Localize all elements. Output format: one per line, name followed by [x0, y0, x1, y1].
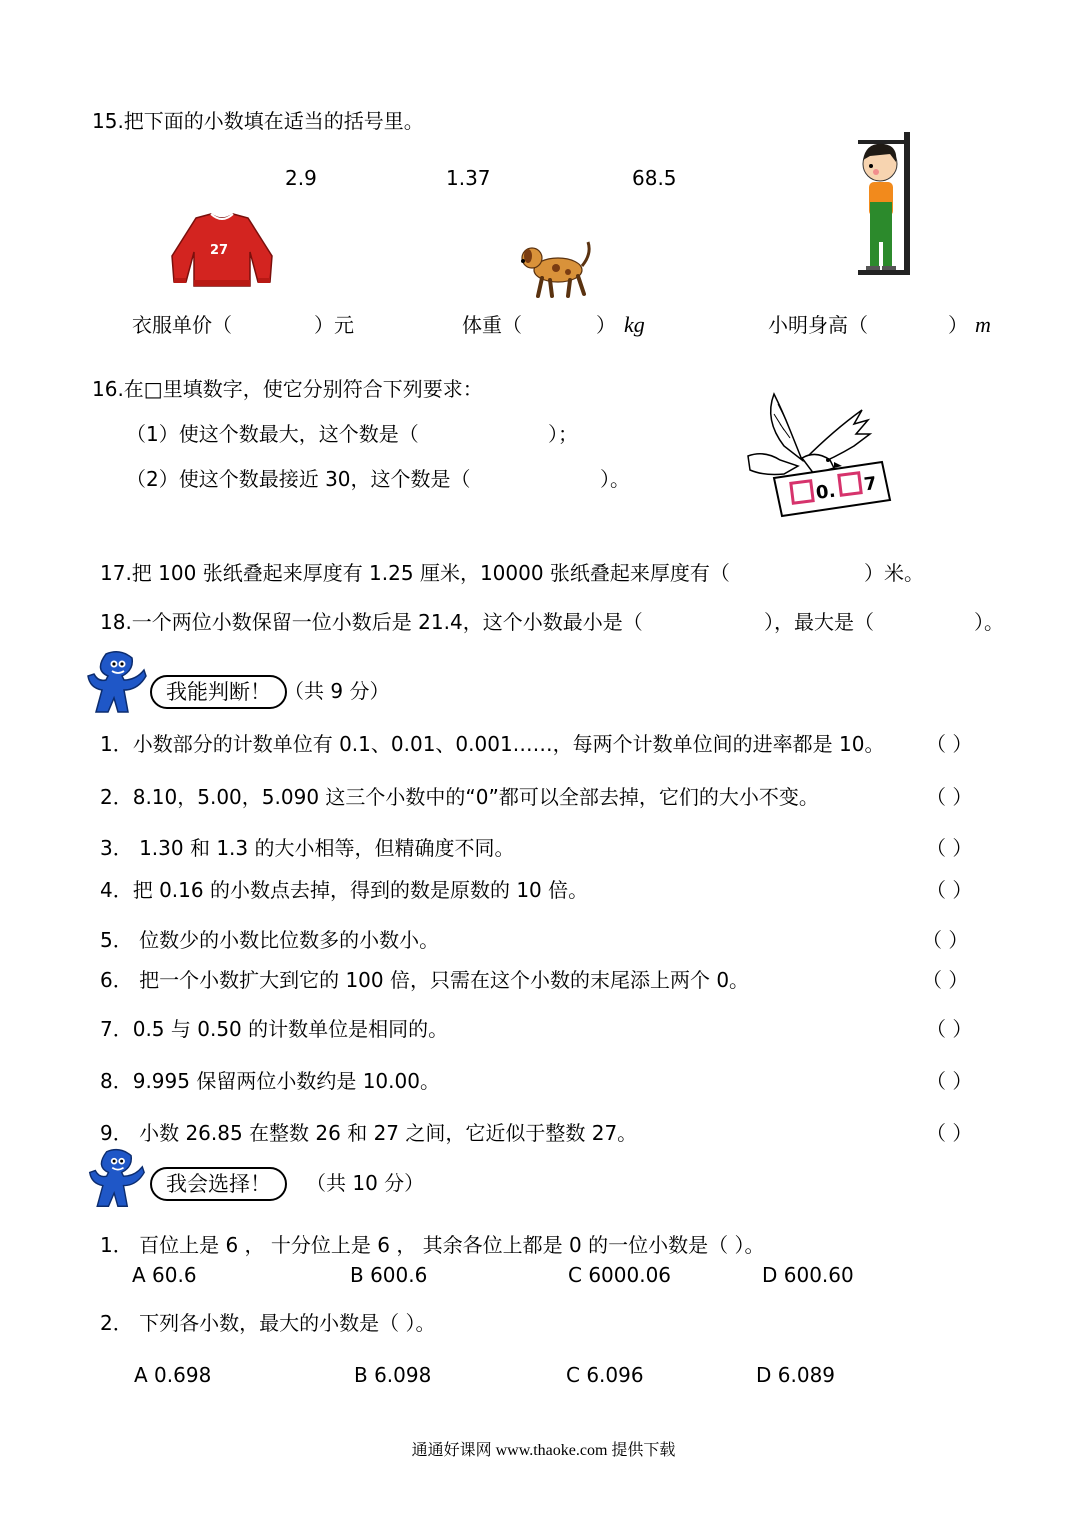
- q15-blank-height-close: ）: [948, 313, 968, 337]
- judge-paren-7[interactable]: （ ）: [926, 1017, 973, 1041]
- choose-q2: 2． 下列各小数，最大的小数是（ ）。: [100, 1311, 436, 1335]
- q17-close: ）米。: [864, 561, 924, 585]
- page-footer: 通通好课网 www.thaoke.com 提供下载: [411, 1442, 676, 1459]
- mascot-icon: [84, 650, 148, 716]
- choose-q2-option-d[interactable]: D 6.089: [756, 1363, 836, 1387]
- judge-paren-3[interactable]: （ ）: [926, 836, 973, 860]
- judge-item-7: 7．0.5 与 0.50 的计数单位是相同的。: [100, 1017, 449, 1041]
- choose-q1-option-d[interactable]: D 600.60: [762, 1263, 854, 1287]
- q15-blank-price-close: ）元: [314, 313, 354, 337]
- judge-paren-2[interactable]: （ ）: [926, 785, 973, 809]
- sweater-image: [166, 212, 278, 290]
- choose-q1-option-b[interactable]: B 600.6: [350, 1263, 428, 1287]
- judge-paren-9[interactable]: （ ）: [926, 1121, 973, 1145]
- q16-title: 16.在□里填数字，使它分别符合下列要求：: [92, 377, 483, 401]
- dog-image: [518, 238, 598, 300]
- q16-part-2: （2）使这个数最接近 30，这个数是（: [126, 467, 471, 491]
- q18-mid: ），最大是（: [764, 610, 874, 634]
- q15-number-2: 1.37: [446, 166, 491, 190]
- q15-unit-kg: kg: [624, 312, 645, 337]
- judge-paren-6[interactable]: （ ）: [922, 968, 969, 992]
- judge-paren-4[interactable]: （ ）: [926, 878, 973, 902]
- q15-blank-price-label: 衣服单价（: [132, 313, 232, 337]
- q16-part-1: （1）使这个数最大，这个数是（: [126, 422, 419, 446]
- q15-unit-m: m: [975, 312, 991, 337]
- q15-blank-height-label: 小明身高（: [768, 313, 868, 337]
- choose-score: （共 10 分）: [306, 1171, 425, 1195]
- choose-q2-option-a[interactable]: A 0.698: [134, 1363, 212, 1387]
- boy-height-image: [856, 130, 918, 276]
- q15-number-1: 2.9: [285, 166, 317, 190]
- judge-item-6: 6． 把一个小数扩大到它的 100 倍，只需在这个小数的末尾添上两个 0。: [100, 968, 750, 992]
- q16-part-1-close: ）；: [548, 422, 578, 446]
- judge-paren-8[interactable]: （ ）: [926, 1069, 973, 1093]
- sweater-number: 27: [210, 243, 229, 258]
- judge-heading: 我能判断！: [150, 675, 287, 709]
- choose-q2-option-b[interactable]: B 6.098: [354, 1363, 432, 1387]
- judge-item-2: 2．8.10，5.00，5.090 这三个小数中的“0”都可以全部去掉，它们的大小不变。: [100, 785, 819, 809]
- q15-title: 15.把下面的小数填在适当的括号里。: [92, 109, 424, 133]
- judge-item-9: 9． 小数 26.85 在整数 26 和 27 之间，它近似于整数 27。: [100, 1121, 638, 1145]
- judge-item-3: 3． 1.30 和 1.3 的大小相等，但精确度不同。: [100, 836, 515, 860]
- bird-card-text-1: 0.: [814, 480, 837, 504]
- choose-q1: 1． 百位上是 6 ， 十分位上是 6 ， 其余各位上都是 0 的一位小数是（ ）。: [100, 1233, 765, 1257]
- choose-heading: 我会选择！: [150, 1167, 287, 1201]
- judge-item-4: 4．把 0.16 的小数点去掉，得到的数是原数的 10 倍。: [100, 878, 589, 902]
- q15-blank-weight-label: 体重（: [462, 313, 522, 337]
- bird-card-image: [744, 390, 894, 520]
- q17-text: 17.把 100 张纸叠起来厚度有 1.25 厘米，10000 张纸叠起来厚度有（: [100, 561, 730, 585]
- judge-score: （共 9 分）: [284, 679, 390, 703]
- choose-q2-option-c[interactable]: C 6.096: [566, 1363, 644, 1387]
- judge-item-1: 1．小数部分的计数单位有 0.1、0.01、0.001……，每两个计数单位间的进率都是 10。: [100, 732, 885, 756]
- q18-text: 18.一个两位小数保留一位小数后是 21.4，这个小数最小是（: [100, 610, 643, 634]
- judge-item-8: 8．9.995 保留两位小数约是 10.00。: [100, 1069, 440, 1093]
- choose-q1-option-a[interactable]: A 60.6: [132, 1263, 197, 1287]
- q18-close: ）。: [974, 610, 1004, 634]
- judge-paren-1[interactable]: （ ）: [926, 732, 973, 756]
- q15-number-3: 68.5: [632, 166, 677, 190]
- bird-card-text-2: 7: [862, 473, 878, 496]
- q15-blank-weight-close: ）: [596, 313, 616, 337]
- judge-item-5: 5． 位数少的小数比位数多的小数小。: [100, 928, 440, 952]
- choose-q1-option-c[interactable]: C 6000.06: [568, 1263, 672, 1287]
- mascot-icon: [84, 1148, 148, 1210]
- q16-part-2-close: ）。: [600, 467, 630, 491]
- judge-paren-5[interactable]: （ ）: [922, 928, 969, 952]
